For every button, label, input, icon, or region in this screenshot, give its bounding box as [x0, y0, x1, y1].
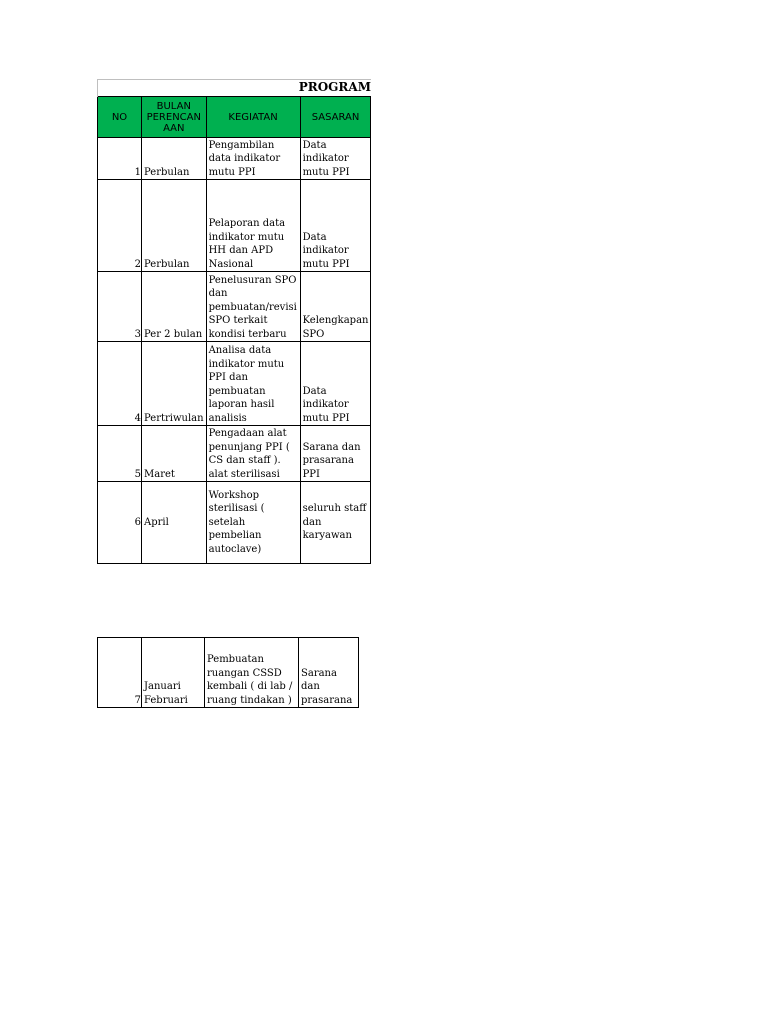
- cell-kegiatan: Penelusuran SPO dan pembuatan/revisi SPO terkait kondisi terbaru: [206, 272, 300, 342]
- cell-bulan: Maret: [142, 426, 207, 482]
- table-row: [98, 426, 371, 482]
- cell-kegiatan: Pembuatan ruangan CSSD kembali ( di lab / ruang tindakan ): [205, 638, 299, 708]
- cell-no: 6: [98, 482, 142, 564]
- cell-kegiatan: Analisa data indikator mutu PPI dan pembuatan laporan hasil analisis: [206, 342, 300, 426]
- cell-no: 3: [98, 272, 142, 342]
- sheet-title: PROGRAM: [98, 80, 371, 97]
- program-sheet-continued: [97, 637, 359, 708]
- table-row: [98, 138, 371, 180]
- program-sheet: [97, 79, 371, 564]
- title-row: [98, 80, 371, 97]
- cell-no: 2: [98, 180, 142, 272]
- cell-no: 1: [98, 138, 142, 180]
- cell-bulan: Perbulan: [142, 180, 207, 272]
- cell-sasaran: Data indikator mutu PPI: [300, 342, 371, 426]
- cell-bulan: Perbulan: [142, 138, 207, 180]
- table-row: [98, 180, 371, 272]
- cell-bulan: Per 2 bulan: [142, 272, 207, 342]
- program-table: [97, 79, 371, 564]
- program-table-continued: [97, 637, 359, 708]
- cell-sasaran: Data indikator mutu PPI: [300, 180, 371, 272]
- cell-kegiatan: Pengambilan data indikator mutu PPI: [206, 138, 300, 180]
- cell-sasaran: Sarana dan prasarana: [299, 638, 359, 708]
- cell-no: 5: [98, 426, 142, 482]
- table-row: [98, 482, 371, 564]
- cell-sasaran: seluruh staff dan karyawan: [300, 482, 371, 564]
- cell-bulan: Pertriwulan: [142, 342, 207, 426]
- table-row: [98, 272, 371, 342]
- cell-kegiatan: Workshop sterilisasi ( setelah pembelian autoclave): [206, 482, 300, 564]
- table-row: [98, 342, 371, 426]
- cell-bulan: Januari Februari: [142, 638, 205, 708]
- header-sasaran: SASARAN: [300, 97, 371, 138]
- cell-sasaran: Sarana dan prasarana PPI: [300, 426, 371, 482]
- cell-kegiatan: Pengadaan alat penunjang PPI ( CS dan staff ). alat sterilisasi: [206, 426, 300, 482]
- cell-kegiatan: Pelaporan data indikator mutu HH dan APD Nasional: [206, 180, 300, 272]
- cell-sasaran: Data indikator mutu PPI: [300, 138, 371, 180]
- header-kegiatan: KEGIATAN: [206, 97, 300, 138]
- cell-sasaran: Kelengkapan SPO: [300, 272, 371, 342]
- cell-no: 4: [98, 342, 142, 426]
- cell-bulan: April: [142, 482, 207, 564]
- header-no: NO: [98, 97, 142, 138]
- header-bulan: BULAN PERENCAN AAN: [142, 97, 207, 138]
- cell-no: 7: [98, 638, 142, 708]
- header-row: [98, 97, 371, 138]
- table-row: [98, 638, 359, 708]
